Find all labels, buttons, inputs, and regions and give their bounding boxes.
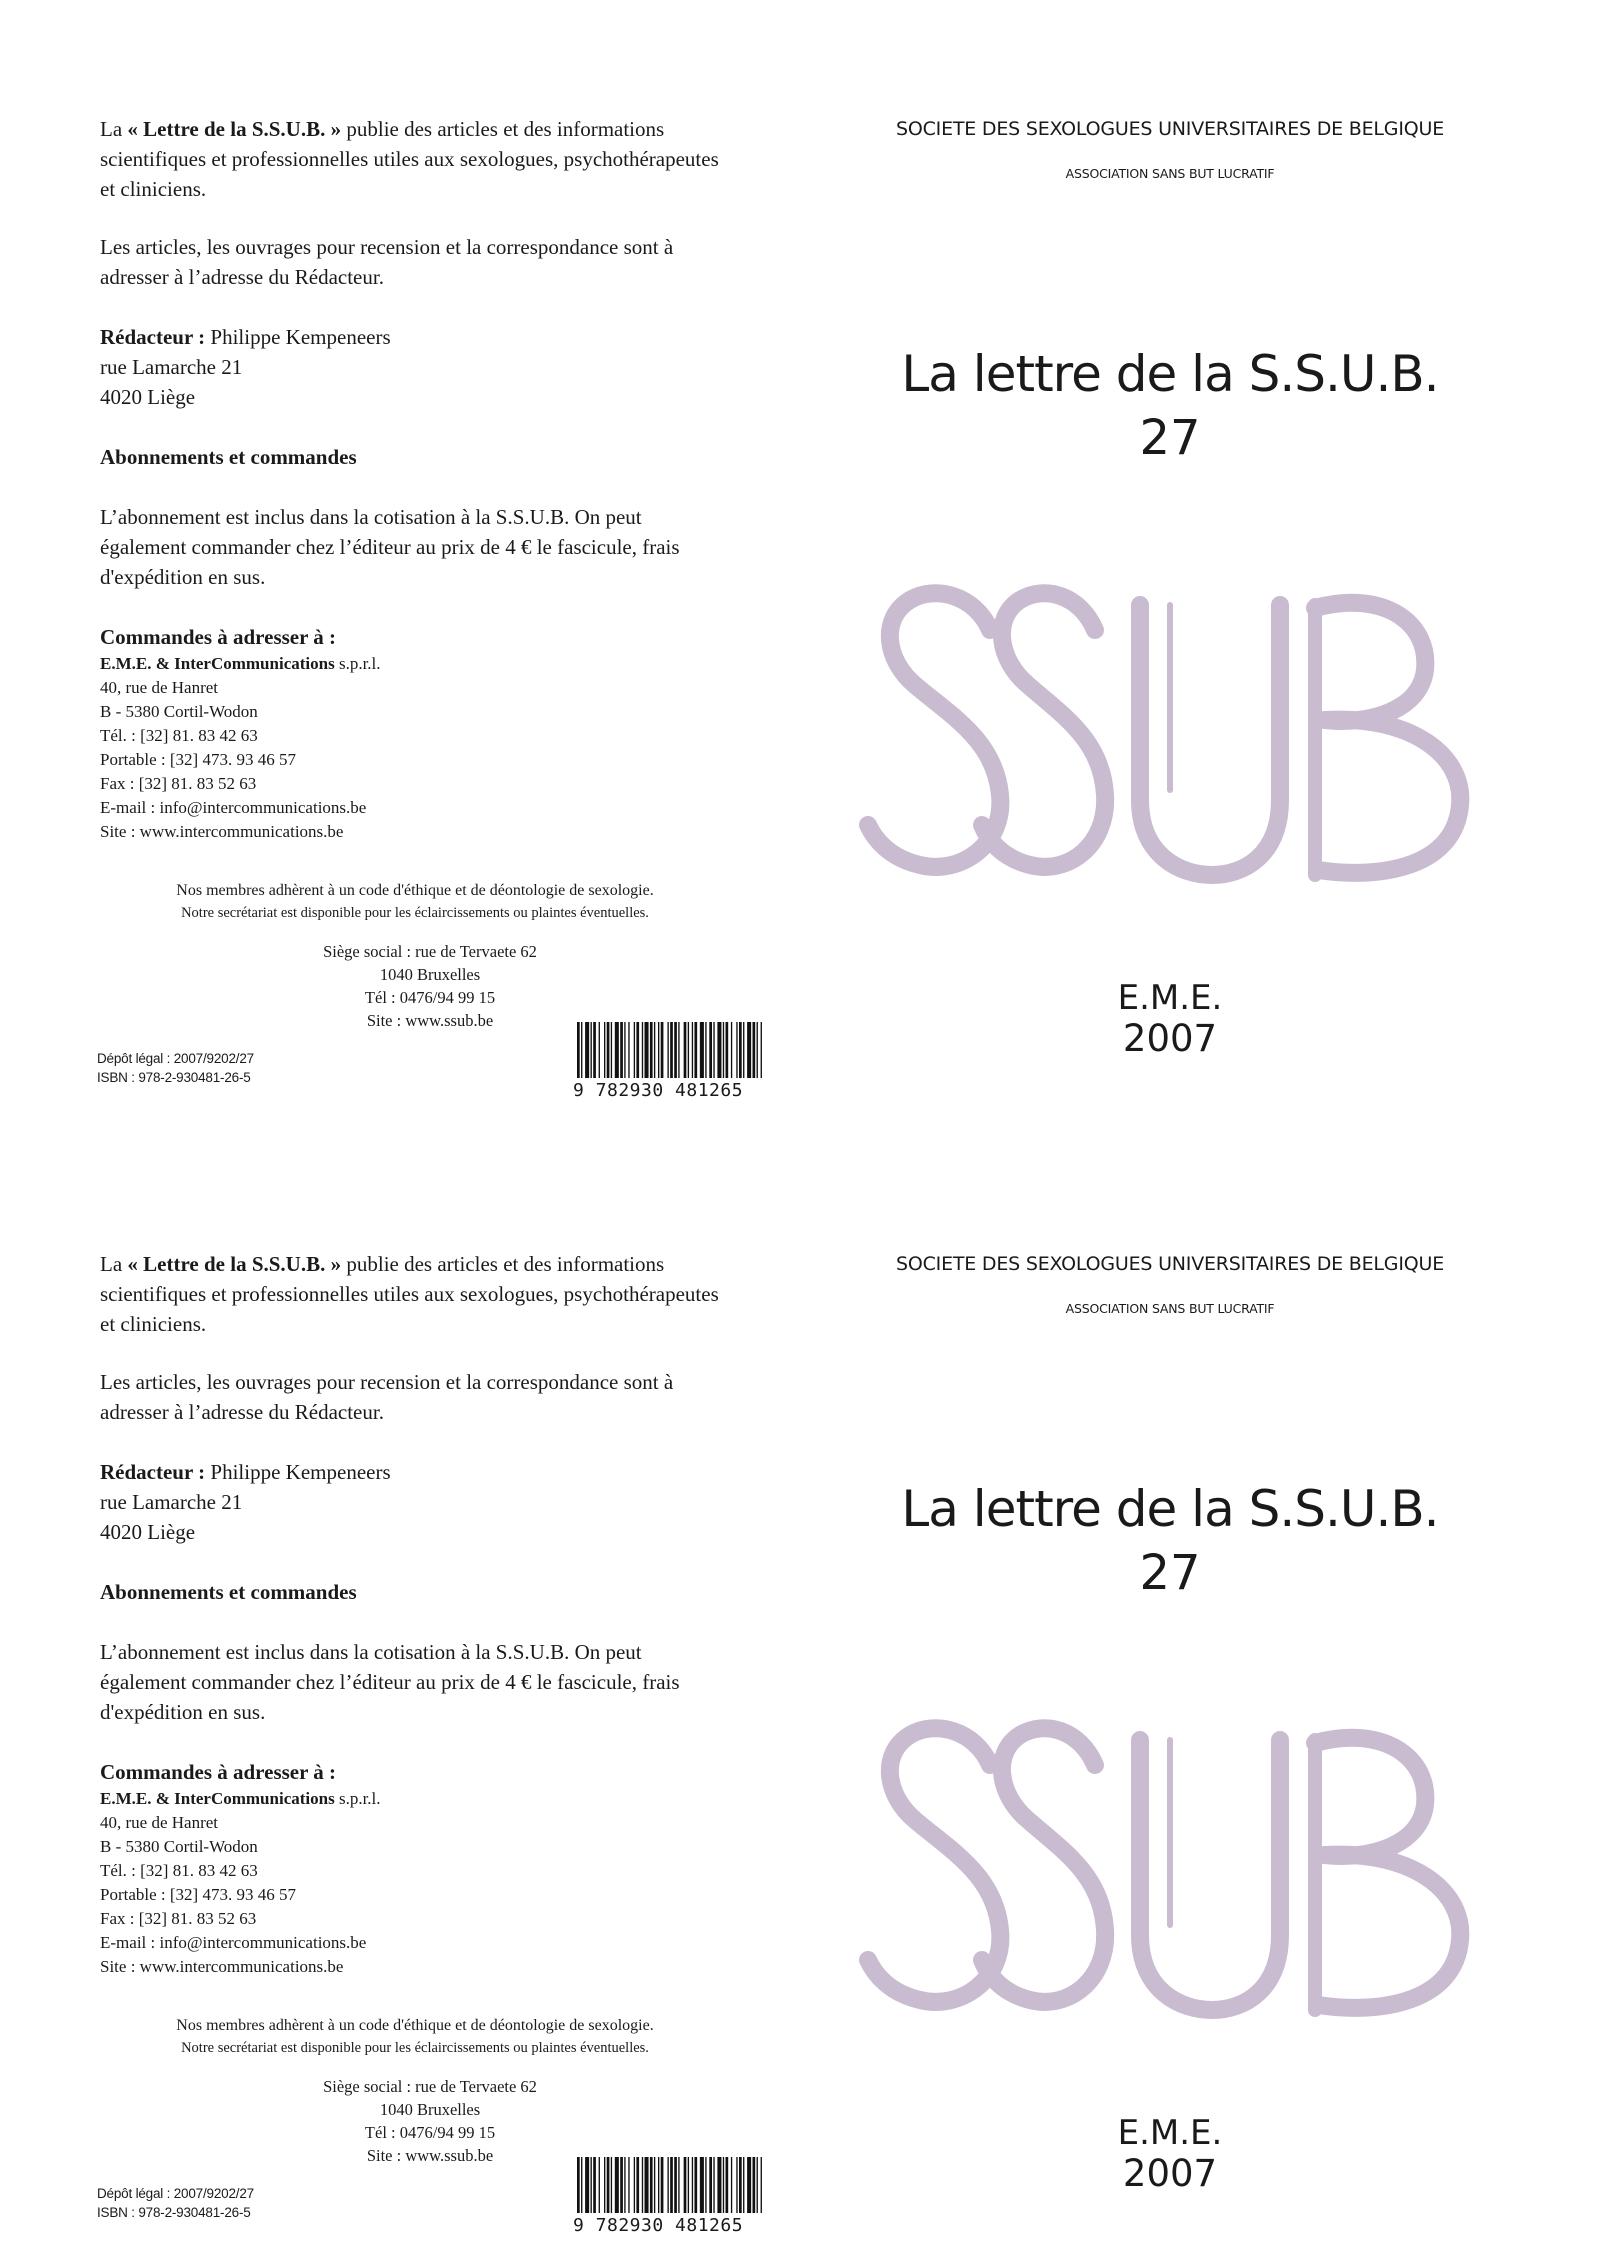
editor-street: rue Lamarche 21 [100,1490,243,1514]
mobile: Portable : [32] 473. 93 46 57 [100,1885,296,1904]
publisher-contact: E.M.E. & InterCommunications s.p.r.l. 40, rue de Hanret B - 5380 Cortil-Wodon Tél. : [32] 81. 83 42 63 Portable : [32] 473. 93 46 57 Fax : [32] 81. 83 52 63 E-mail : info@intercommunications.be Site : www.intercommunications.be [100,1787,730,1979]
publisher-name: E.M.E. & InterCommunications [100,1789,335,1808]
editor-label: Rédacteur : [100,1460,206,1484]
legal-deposit: Dépôt légal : 2007/9202/27 ISBN : 978-2-930481-26-5 [97,2186,254,2220]
editor-city: 4020 Liège [100,1520,196,1544]
cover-sheet-1 [0,0,1600,1131]
ssub-logo [840,570,1500,890]
intro-paragraph: La « Lettre de la S.S.U.B. » publie des articles et des informations scientifiques et professionnelles utiles aux sexologues, psychothérapeutes et cliniciens. [100,117,719,201]
journal-name: « Lettre de la S.S.U.B. » [127,117,342,141]
isbn: ISBN : 978-2-930481-26-5 [97,1070,251,1085]
journal-name: « Lettre de la S.S.U.B. » [127,1252,342,1276]
website: Site : www.intercommunications.be [100,1957,344,1976]
subscriptions-paragraph: L’abonnement est inclus dans la cotisation à la S.S.U.B. On peut également commander chez l’éditeur au prix de 4 € le fascicule, frais d'expédition en sus. [100,1640,680,1724]
head-office: Siège social : rue de Tervaete 62 1040 Bruxelles Tél : 0476/94 99 15 Site : www.ssub.be [323,2077,537,2165]
publication-year: 2007 [1122,1017,1218,1060]
email: E-mail : info@intercommunications.be [100,1933,367,1952]
publisher-label: E.M.E. [1117,2113,1223,2153]
editor-name: Philippe Kempeneers [205,1460,391,1484]
barcode-digits: 9 782930 481265 [573,2215,744,2236]
publisher-name: E.M.E. & InterCommunications [100,654,335,673]
editor-name: Philippe Kempeneers [205,325,391,349]
ethics-note: Nos membres adhèrent à un code d'éthique et de déontologie de sexologie. Notre secrétariat est disponible pour les éclaircissements ou plaintes éventuelles. [176,882,654,921]
association-type: ASSOCIATION SANS BUT LUCRATIF [1065,1301,1275,1316]
articles-paragraph: Les articles, les ouvrages pour recension et la correspondance sont à adresser à l’adresse du Rédacteur. [100,1370,674,1424]
publisher-label: E.M.E. [1117,978,1223,1018]
barcode-digits: 9 782930 481265 [573,1080,744,1101]
front-cover [840,1135,1500,2266]
mobile: Portable : [32] 473. 93 46 57 [100,750,296,769]
front-cover [840,0,1500,1131]
publication-title: La lettre de la S.S.U.B. [901,345,1439,403]
intro-paragraph: La « Lettre de la S.S.U.B. » publie des articles et des informations scientifiques et professionnelles utiles aux sexologues, psychothérapeutes et cliniciens. [100,1252,719,1336]
legal-deposit: Dépôt légal : 2007/9202/27 ISBN : 978-2-930481-26-5 [97,1051,254,1085]
phone: Tél. : [32] 81. 83 42 63 [100,1861,258,1880]
articles-paragraph: Les articles, les ouvrages pour recension et la correspondance sont à adresser à l’adresse du Rédacteur. [100,235,674,289]
subscriptions-heading: Abonnements et commandes [100,1580,357,1604]
back-cover [97,114,744,1101]
fax: Fax : [32] 81. 83 52 63 [100,774,257,793]
ssub-logo [840,1705,1500,2025]
publisher-contact: E.M.E. & InterCommunications s.p.r.l. 40, rue de Hanret B - 5380 Cortil-Wodon Tél. : [32] 81. 83 42 63 Portable : [32] 473. 93 46 57 Fax : [32] 81. 83 52 63 E-mail : info@intercommunications.be Site : www.intercommunications.be [100,652,730,844]
association-type: ASSOCIATION SANS BUT LUCRATIF [1065,166,1275,181]
isbn: ISBN : 978-2-930481-26-5 [97,2205,251,2220]
issue-number: 27 [1139,410,1201,466]
editor-block [100,322,730,412]
subscriptions-heading: Abonnements et commandes [100,445,357,469]
publication-year: 2007 [1122,2152,1218,2195]
editor-city: 4020 Liège [100,385,196,409]
issue-number: 27 [1139,1545,1201,1601]
website: Site : www.intercommunications.be [100,822,344,841]
editor-label: Rédacteur : [100,325,206,349]
orders-heading: Commandes à adresser à : [100,625,337,649]
editor-street: rue Lamarche 21 [100,355,243,379]
fax: Fax : [32] 81. 83 52 63 [100,1909,257,1928]
email: E-mail : info@intercommunications.be [100,798,367,817]
ethics-note: Nos membres adhèrent à un code d'éthique et de déontologie de sexologie. Notre secrétariat est disponible pour les éclaircissements ou plaintes éventuelles. [176,2017,654,2056]
phone: Tél. : [32] 81. 83 42 63 [100,726,258,745]
society-name: SOCIETE DES SEXOLOGUES UNIVERSITAIRES DE BELGIQUE [895,1253,1445,1275]
subscriptions-paragraph: L’abonnement est inclus dans la cotisation à la S.S.U.B. On peut également commander chez l’éditeur au prix de 4 € le fascicule, frais d'expédition en sus. [100,505,680,589]
back-cover [97,1249,744,2236]
society-name: SOCIETE DES SEXOLOGUES UNIVERSITAIRES DE BELGIQUE [895,118,1445,140]
editor-block [100,1457,730,1547]
head-office: Siège social : rue de Tervaete 62 1040 Bruxelles Tél : 0476/94 99 15 Site : www.ssub.be [323,942,537,1030]
publication-title: La lettre de la S.S.U.B. [901,1480,1439,1538]
cover-sheet-2 [0,1135,1600,2266]
orders-heading: Commandes à adresser à : [100,1760,337,1784]
